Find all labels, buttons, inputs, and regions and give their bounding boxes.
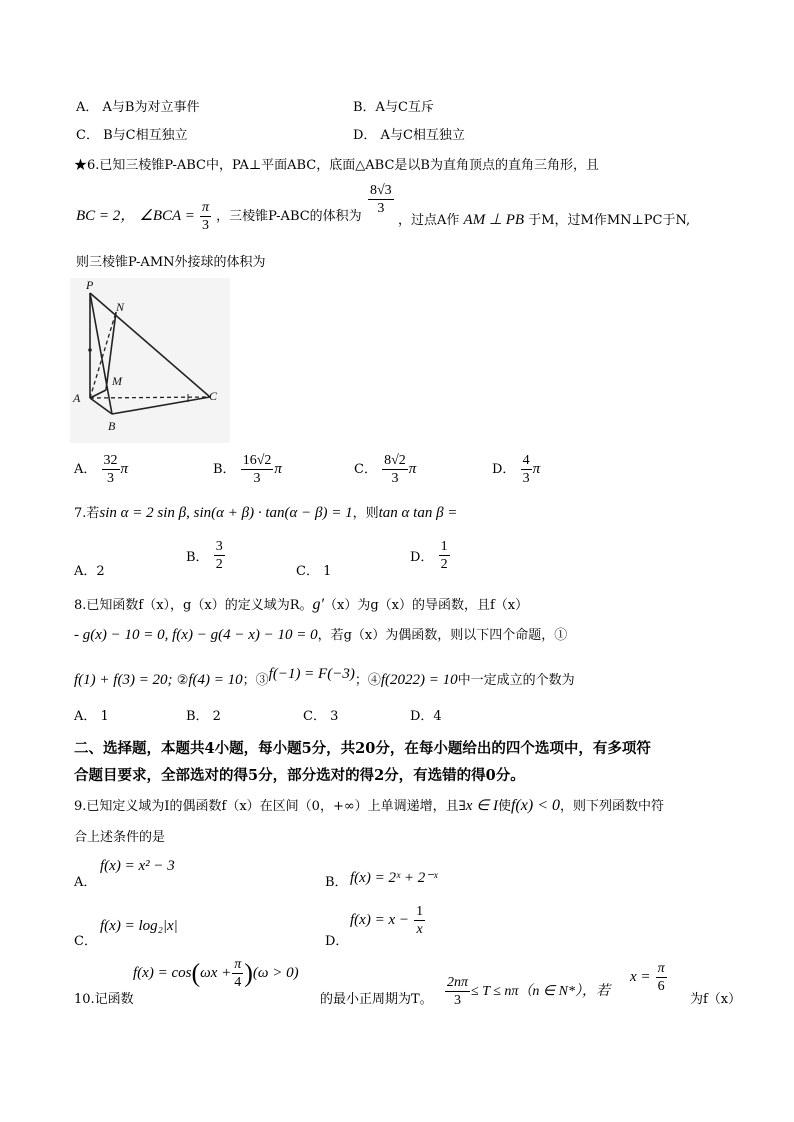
q8-line3-tail: 中一定成立的个数为 [457, 673, 575, 688]
q6-volume-den: 3 [377, 201, 385, 216]
q10-omega-x: ωx + [200, 965, 232, 981]
q5-option-d: D． A与C相互独立 [353, 128, 465, 143]
q9-option-b-formula: f(x) = 2ˣ + 2⁻ˣ [350, 870, 438, 886]
label-a: A [73, 391, 81, 405]
q8-option-c: C． 3 [303, 709, 339, 724]
q9-line1b: 使 [497, 799, 511, 814]
q7-formula: sin α = 2 sin β, sin(α + β) · tan(α − β) = 1 [99, 505, 353, 521]
q9-condition: f(x) < 0 [510, 797, 560, 814]
q10-f-pre: f(x) = cos [133, 965, 192, 981]
q7-option-b-label: B． [186, 550, 209, 565]
q10-pi: π [234, 957, 242, 972]
q10-x-num: π [657, 961, 665, 976]
q6-angle: ∠BCA = [139, 208, 195, 224]
q6-option-b-pi: π [274, 461, 282, 477]
q9-option-d-formula [350, 903, 426, 938]
q8-line1b: （x）为g（x）的导函数，且f（x） [324, 598, 529, 613]
q7-option-b-num: 3 [215, 539, 223, 554]
q9-line1 [74, 795, 664, 815]
q6-line1: ★6.已知三棱锥P-ABC中，PA⊥平面ABC，底面△ABC是以B为直角顶点的直角三角形，且 [74, 158, 599, 173]
q7-option-d [410, 538, 451, 573]
label-b: B [108, 419, 116, 433]
tetrahedron-figure [70, 278, 230, 443]
q7-option-b [186, 538, 226, 573]
q6-option-d-num: 4 [522, 453, 530, 468]
q6-after-volume: ，过点A作 [398, 213, 460, 228]
q5-option-b: B．A与C互斥 [353, 100, 434, 115]
q8-prop3-label: ；③ [242, 673, 269, 688]
q9-option-c-formula: f(x) = log₂|x| [100, 918, 178, 934]
q7-option-c: C． 1 [296, 564, 332, 579]
q7-option-d-den: 2 [440, 557, 448, 572]
q5-option-c: C． B与C相互独立 [76, 128, 188, 143]
q6-option-b-num: 16√2 [242, 453, 272, 468]
q9-option-d-den: x [416, 922, 423, 937]
q6-option-d-den: 3 [522, 471, 530, 486]
q7-ask: tan α tan β = [378, 505, 458, 521]
q8-line3 [74, 666, 575, 689]
q7-mid: ，则 [352, 506, 379, 521]
q8-prop4-label: ；④ [354, 673, 381, 688]
q10-condition: (ω > 0) [252, 965, 299, 981]
q6-line2 [76, 199, 362, 234]
q7-option-d-num: 1 [440, 539, 448, 554]
q8-gprime: g′ [312, 596, 324, 613]
q6-option-d [492, 452, 540, 487]
q9-option-a-label: A． [74, 875, 97, 890]
q10-ineq-num: 2nπ [447, 975, 469, 990]
q6-option-a [74, 452, 128, 487]
q7-option-a: A．2 [74, 564, 105, 579]
q6-option-a-pi: π [120, 461, 129, 477]
q9-line2: 合上述条件的是 [74, 830, 166, 845]
q9-option-a-formula: f(x) = x² − 3 [100, 858, 175, 874]
q8-line2b: ，若g（x）为偶函数，则以下四个命题，① [317, 628, 568, 643]
q6-volume-fraction [367, 182, 395, 217]
q8-line1 [74, 594, 528, 614]
q6-angle-fraction [200, 199, 211, 234]
q10-tail: 为f（x） [690, 992, 742, 1007]
q8-prop2: f(4) = 10 [188, 672, 243, 688]
q9-option-c-label: C． [74, 934, 97, 949]
q6-option-c-label: C． [354, 462, 377, 477]
label-m: M [112, 374, 122, 388]
q10-function [133, 956, 299, 991]
q9-exists: x ∈ I [465, 798, 498, 814]
label-c: C [209, 389, 218, 403]
q6-am-pb: AM ⊥ PB [463, 212, 525, 228]
q6-option-c-num: 8√2 [384, 453, 406, 468]
section-2-line2: 合题目要求，全部选对的得5分，部分选对的得2分，有选错的得0分。 [74, 767, 525, 784]
q9-option-d-num: 1 [416, 904, 424, 919]
q6-option-a-den: 3 [107, 471, 115, 486]
label-n: N [116, 300, 125, 314]
q7-prefix: 7.若 [74, 506, 100, 521]
q8-line2 [74, 624, 567, 644]
q8-prop3: f(−1) = F(−3) [268, 666, 355, 682]
q8-option-b: B． 2 [186, 709, 221, 724]
q8-prop1: f(1) + f(3) = 20; [74, 672, 173, 688]
q10-x-den: 6 [657, 979, 665, 994]
q8-line1a: 8.已知函数f（x），g（x）的定义域为R。 [74, 598, 313, 613]
q6-option-c-den: 3 [391, 471, 399, 486]
q9-option-d-pre: f(x) = x − [350, 912, 409, 928]
q6-line3: 则三棱锥P-AMN外接球的体积为 [76, 255, 266, 270]
q10-four: 4 [234, 975, 242, 990]
q10-right-paren: ) [244, 958, 253, 988]
q6-angle-num: π [201, 200, 209, 215]
q8-option-a: A． 1 [74, 709, 109, 724]
q5-option-a: A． A与B为对立事件 [76, 100, 200, 115]
q7-option-b-den: 2 [215, 557, 223, 572]
q6-option-b [213, 452, 282, 487]
q8-prop2-label: ② [176, 673, 189, 688]
q6-option-d-label: D． [492, 462, 516, 477]
q8-equations: - g(x) − 10 = 0, f(x) − g(4 − x) − 10 = 0 [74, 627, 318, 643]
q6-option-b-den: 3 [253, 471, 261, 486]
q6-bc: BC = 2， [76, 208, 136, 224]
q10-inequality [444, 974, 610, 1009]
q10-left-paren: ( [191, 958, 201, 988]
q6-mid-text: ，三棱锥P-ABC的体积为 [216, 209, 362, 224]
section-2-line1: 二、选择题，本题共4小题，每小题5分，共20分，在每小题给出的四个选项中，有多项符 [74, 740, 651, 757]
q7-line [74, 502, 457, 522]
q7-option-d-label: D． [410, 550, 434, 565]
q10-x-value [630, 960, 668, 995]
q6-option-c-pi: π [408, 461, 417, 477]
q6-tail: 于M，过M作MN⊥PC于N, [528, 213, 691, 228]
q6-angle-den: 3 [201, 218, 209, 233]
q10-prefix: 10.记函数 [74, 992, 134, 1007]
q6-option-d-pi: π [532, 461, 541, 477]
figure-background [70, 278, 230, 443]
q6-option-a-label: A． [74, 462, 97, 477]
label-p: P [86, 278, 94, 292]
q10-ineq-tail: ≤ T ≤ nπ（n ∈ N*），若 [471, 984, 610, 999]
q9-option-b-label: B． [325, 875, 348, 890]
tick-mark [88, 348, 92, 352]
q10-ineq-den: 3 [454, 993, 461, 1008]
q9-line1c: ，则下列函数中符 [559, 799, 664, 814]
q8-prop4: f(2022) = 10 [380, 672, 458, 688]
q6-line2-tail [398, 209, 690, 229]
q6-option-b-label: B． [213, 462, 236, 477]
q9-line1a: 9.已知定义域为I的偶函数f（x）在区间（0，+∞）上单调递增，且∃ [74, 799, 466, 814]
q10-x-eq: x = [630, 969, 651, 985]
q6-volume-num: 8√3 [370, 183, 392, 198]
q9-option-d-label: D． [325, 934, 349, 949]
q6-option-a-num: 32 [103, 453, 118, 468]
q8-option-d: D．4 [410, 709, 442, 724]
q10-mid: 的最小正周期为T。 [320, 992, 433, 1007]
q6-option-c [354, 452, 416, 487]
